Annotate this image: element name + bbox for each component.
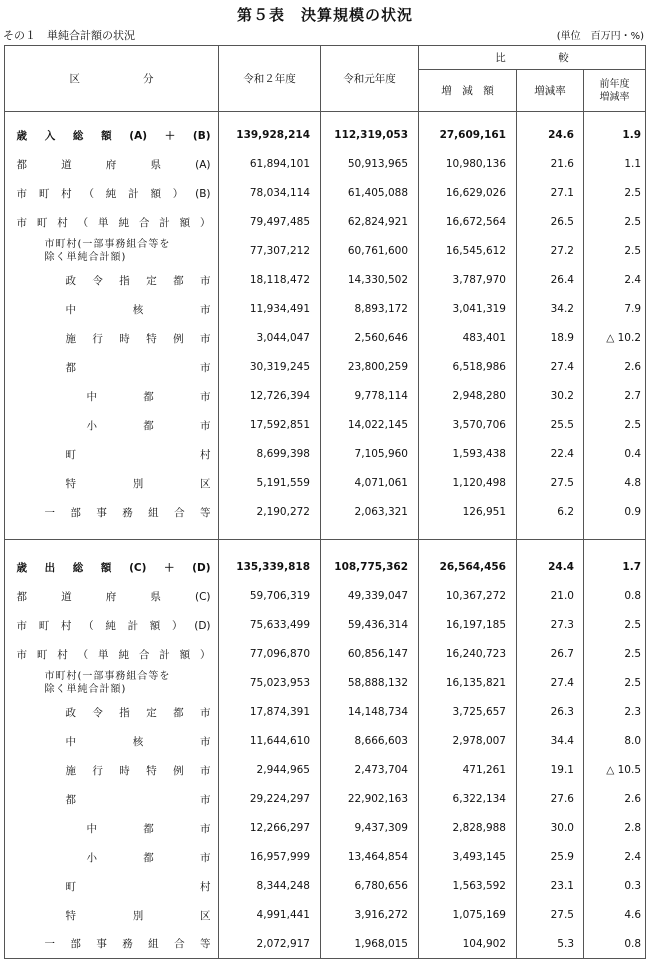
revenue-cell-r1: 23,800,259 — [321, 353, 419, 382]
expenditure-cell-r2: 77,096,870 — [219, 640, 321, 669]
expenditure-cell-diff: 16,135,821 — [419, 669, 517, 698]
expenditure-cell-r2: 29,224,297 — [219, 785, 321, 814]
separator-row — [5, 527, 646, 540]
revenue-cell-diff: 2,948,280 — [419, 382, 517, 411]
expenditure-cell-rate: 24.4 — [517, 553, 584, 582]
expenditure-cell-r1: 2,473,704 — [321, 756, 419, 785]
revenue-cell-prev: 0.4 — [584, 440, 646, 469]
revenue-cell-r1: 8,893,172 — [321, 295, 419, 324]
expenditure-cell-rate: 27.5 — [517, 901, 584, 930]
expenditure-cell-r1: 1,968,015 — [321, 930, 419, 959]
expenditure-row — [5, 872, 646, 901]
expenditure-row — [5, 814, 646, 843]
expenditure-row — [5, 611, 646, 640]
expenditure-cell-rate: 27.3 — [517, 611, 584, 640]
revenue-row — [5, 411, 646, 440]
revenue-cell-prev: 7.9 — [584, 295, 646, 324]
revenue-cell-r1: 62,824,921 — [321, 208, 419, 237]
separator-row — [5, 112, 646, 121]
expenditure-cell-r2: 8,344,248 — [219, 872, 321, 901]
expenditure-row — [5, 640, 646, 669]
revenue-cell-r1: 60,761,600 — [321, 237, 419, 266]
revenue-cell-r2: 30,319,245 — [219, 353, 321, 382]
revenue-cell-prev: 2.4 — [584, 266, 646, 295]
revenue-row — [5, 469, 646, 498]
expenditure-row-label: 政令指定都市 — [11, 698, 219, 727]
expenditure-cell-prev: 2.5 — [584, 669, 646, 698]
expenditure-cell-diff: 3,725,657 — [419, 698, 517, 727]
header-r1: 令和元年度 — [343, 73, 396, 85]
expenditure-cell-r1: 14,148,734 — [321, 698, 419, 727]
revenue-cell-r2: 78,034,114 — [219, 179, 321, 208]
revenue-cell-r1: 61,405,088 — [321, 179, 419, 208]
header-prev-rate: 前年度 増減率 — [599, 78, 630, 103]
revenue-cell-r1: 50,913,965 — [321, 150, 419, 179]
revenue-cell-rate: 34.2 — [517, 295, 584, 324]
header-category: 区 分 — [69, 73, 154, 85]
revenue-cell-r2: 77,307,212 — [219, 237, 321, 266]
expenditure-cell-prev: 2.8 — [584, 814, 646, 843]
revenue-row-label: 都 道 府 県 (A) — [11, 150, 219, 179]
revenue-cell-diff: 10,980,136 — [419, 150, 517, 179]
expenditure-cell-diff: 104,902 — [419, 930, 517, 959]
expenditure-cell-r1: 6,780,656 — [321, 872, 419, 901]
expenditure-cell-r1: 9,437,309 — [321, 814, 419, 843]
revenue-cell-rate: 27.2 — [517, 237, 584, 266]
revenue-cell-diff: 6,518,986 — [419, 353, 517, 382]
revenue-cell-diff: 483,401 — [419, 324, 517, 353]
expenditure-cell-r2: 16,957,999 — [219, 843, 321, 872]
revenue-cell-diff: 27,609,161 — [419, 121, 517, 150]
expenditure-cell-prev: 4.6 — [584, 901, 646, 930]
revenue-cell-r2: 18,118,472 — [219, 266, 321, 295]
expenditure-cell-r2: 2,072,917 — [219, 930, 321, 959]
expenditure-row-label: 一部事務組合等 — [11, 930, 219, 959]
revenue-cell-r2: 61,894,101 — [219, 150, 321, 179]
expenditure-cell-rate: 19.1 — [517, 756, 584, 785]
revenue-cell-r1: 9,778,114 — [321, 382, 419, 411]
expenditure-cell-r1: 60,856,147 — [321, 640, 419, 669]
revenue-row — [5, 150, 646, 179]
revenue-cell-prev: 1.9 — [584, 121, 646, 150]
expenditure-cell-prev: 0.3 — [584, 872, 646, 901]
revenue-cell-rate: 18.9 — [517, 324, 584, 353]
revenue-cell-r1: 14,022,145 — [321, 411, 419, 440]
revenue-cell-rate: 27.1 — [517, 179, 584, 208]
expenditure-cell-rate: 26.7 — [517, 640, 584, 669]
revenue-cell-rate: 22.4 — [517, 440, 584, 469]
expenditure-cell-r1: 3,916,272 — [321, 901, 419, 930]
expenditure-cell-r2: 135,339,818 — [219, 553, 321, 582]
revenue-cell-r2: 12,726,394 — [219, 382, 321, 411]
revenue-cell-prev: △ 10.2 — [584, 324, 646, 353]
separator-row — [5, 540, 646, 553]
page-title: 第５表 決算規模の状況 — [236, 6, 413, 24]
revenue-cell-prev: 2.5 — [584, 208, 646, 237]
expenditure-cell-prev: 2.6 — [584, 785, 646, 814]
expenditure-row — [5, 756, 646, 785]
revenue-cell-diff: 3,787,970 — [419, 266, 517, 295]
revenue-row — [5, 440, 646, 469]
revenue-cell-prev: 1.1 — [584, 150, 646, 179]
revenue-cell-diff: 1,120,498 — [419, 469, 517, 498]
expenditure-cell-prev: 2.4 — [584, 843, 646, 872]
revenue-cell-prev: 2.6 — [584, 353, 646, 382]
expenditure-row-label: 中 都 市 — [11, 814, 219, 843]
revenue-row-label: 施行時特例市 — [11, 324, 219, 353]
header-rate: 増減率 — [534, 85, 566, 97]
revenue-row — [5, 179, 646, 208]
revenue-cell-r2: 139,928,214 — [219, 121, 321, 150]
expenditure-cell-diff: 3,493,145 — [419, 843, 517, 872]
expenditure-cell-diff: 10,367,272 — [419, 582, 517, 611]
revenue-row — [5, 208, 646, 237]
expenditure-cell-rate: 26.3 — [517, 698, 584, 727]
expenditure-cell-r2: 75,633,499 — [219, 611, 321, 640]
revenue-row-label: 政令指定都市 — [11, 266, 219, 295]
header-diff: 増 減 額 — [441, 85, 494, 97]
expenditure-cell-prev: 2.3 — [584, 698, 646, 727]
revenue-row-label: 特 別 区 — [11, 469, 219, 498]
revenue-row-label: 歳 入 総 額 (A) ＋ (B) — [11, 121, 219, 150]
revenue-cell-rate: 25.5 — [517, 411, 584, 440]
revenue-cell-rate: 30.2 — [517, 382, 584, 411]
revenue-cell-r2: 11,934,491 — [219, 295, 321, 324]
revenue-cell-prev: 2.5 — [584, 237, 646, 266]
revenue-cell-rate: 26.4 — [517, 266, 584, 295]
expenditure-cell-prev: 2.5 — [584, 611, 646, 640]
revenue-row — [5, 237, 646, 266]
unit-note: (単位 百万円・%) — [556, 31, 644, 42]
expenditure-row — [5, 727, 646, 756]
expenditure-cell-r2: 2,944,965 — [219, 756, 321, 785]
expenditure-cell-diff: 16,197,185 — [419, 611, 517, 640]
expenditure-row — [5, 582, 646, 611]
revenue-cell-r2: 3,044,047 — [219, 324, 321, 353]
revenue-cell-rate: 27.5 — [517, 469, 584, 498]
revenue-row — [5, 121, 646, 150]
expenditure-row-label: 施行時特例市 — [11, 756, 219, 785]
expenditure-cell-rate: 21.0 — [517, 582, 584, 611]
expenditure-cell-r2: 17,874,391 — [219, 698, 321, 727]
revenue-row-label: 市町村(一部事務組合等を 除く単純合計額) — [11, 237, 219, 266]
revenue-row — [5, 324, 646, 353]
expenditure-cell-diff: 2,978,007 — [419, 727, 517, 756]
expenditure-row-label: 歳 出 総 額 (C) ＋ (D) — [11, 553, 219, 582]
expenditure-cell-rate: 25.9 — [517, 843, 584, 872]
expenditure-row — [5, 930, 646, 959]
revenue-cell-prev: 2.5 — [584, 411, 646, 440]
expenditure-row-label: 市町村（単純合計額） — [11, 640, 219, 669]
revenue-cell-r2: 8,699,398 — [219, 440, 321, 469]
expenditure-cell-r1: 58,888,132 — [321, 669, 419, 698]
expenditure-cell-r2: 59,706,319 — [219, 582, 321, 611]
expenditure-cell-prev: 1.7 — [584, 553, 646, 582]
expenditure-cell-diff: 26,564,456 — [419, 553, 517, 582]
expenditure-cell-rate: 30.0 — [517, 814, 584, 843]
header-r2: 令和２年度 — [243, 73, 296, 85]
revenue-row-label: 小 都 市 — [11, 411, 219, 440]
expenditure-row — [5, 901, 646, 930]
revenue-cell-r1: 7,105,960 — [321, 440, 419, 469]
expenditure-cell-r2: 12,266,297 — [219, 814, 321, 843]
revenue-cell-prev: 2.7 — [584, 382, 646, 411]
revenue-row — [5, 498, 646, 527]
expenditure-cell-r1: 49,339,047 — [321, 582, 419, 611]
revenue-cell-prev: 0.9 — [584, 498, 646, 527]
expenditure-cell-prev: 2.5 — [584, 640, 646, 669]
revenue-cell-r1: 4,071,061 — [321, 469, 419, 498]
expenditure-row-label: 市町村（純計額）(D) — [11, 611, 219, 640]
revenue-cell-r2: 5,191,559 — [219, 469, 321, 498]
header-comparison: 比 較 — [495, 52, 569, 64]
revenue-cell-r2: 17,592,851 — [219, 411, 321, 440]
expenditure-row-label: 小 都 市 — [11, 843, 219, 872]
expenditure-row-label: 都 市 — [11, 785, 219, 814]
expenditure-row — [5, 553, 646, 582]
revenue-row — [5, 295, 646, 324]
revenue-cell-diff: 16,545,612 — [419, 237, 517, 266]
expenditure-cell-prev: 0.8 — [584, 930, 646, 959]
expenditure-row-label: 中 核 市 — [11, 727, 219, 756]
revenue-cell-rate: 24.6 — [517, 121, 584, 150]
expenditure-cell-r2: 75,023,953 — [219, 669, 321, 698]
expenditure-cell-r1: 108,775,362 — [321, 553, 419, 582]
revenue-cell-r2: 2,190,272 — [219, 498, 321, 527]
revenue-cell-r1: 2,063,321 — [321, 498, 419, 527]
revenue-row-label: 都 市 — [11, 353, 219, 382]
revenue-row-label: 市町村（単純合計額） — [11, 208, 219, 237]
expenditure-cell-diff: 471,261 — [419, 756, 517, 785]
revenue-row — [5, 382, 646, 411]
revenue-cell-r1: 14,330,502 — [321, 266, 419, 295]
expenditure-cell-diff: 2,828,988 — [419, 814, 517, 843]
expenditure-cell-diff: 1,075,169 — [419, 901, 517, 930]
revenue-row-label: 市町村（純計額）(B) — [11, 179, 219, 208]
revenue-cell-diff: 16,629,026 — [419, 179, 517, 208]
revenue-row-label: 中 都 市 — [11, 382, 219, 411]
expenditure-cell-rate: 5.3 — [517, 930, 584, 959]
expenditure-row — [5, 785, 646, 814]
budget-scale-table — [4, 45, 646, 959]
expenditure-cell-diff: 6,322,134 — [419, 785, 517, 814]
expenditure-cell-prev: 0.8 — [584, 582, 646, 611]
revenue-cell-prev: 4.8 — [584, 469, 646, 498]
expenditure-cell-prev: △ 10.5 — [584, 756, 646, 785]
revenue-cell-rate: 21.6 — [517, 150, 584, 179]
expenditure-cell-diff: 1,563,592 — [419, 872, 517, 901]
expenditure-row-label: 都 道 府 県 (C) — [11, 582, 219, 611]
revenue-cell-diff: 126,951 — [419, 498, 517, 527]
expenditure-row-label: 市町村(一部事務組合等を 除く単純合計額) — [11, 669, 219, 698]
expenditure-cell-r2: 4,991,441 — [219, 901, 321, 930]
expenditure-cell-rate: 27.6 — [517, 785, 584, 814]
revenue-cell-diff: 16,672,564 — [419, 208, 517, 237]
expenditure-cell-r1: 59,436,314 — [321, 611, 419, 640]
expenditure-cell-r2: 11,644,610 — [219, 727, 321, 756]
expenditure-cell-rate: 23.1 — [517, 872, 584, 901]
revenue-row-label: 中 核 市 — [11, 295, 219, 324]
revenue-cell-prev: 2.5 — [584, 179, 646, 208]
revenue-cell-diff: 1,593,438 — [419, 440, 517, 469]
revenue-cell-r1: 2,560,646 — [321, 324, 419, 353]
expenditure-cell-r1: 13,464,854 — [321, 843, 419, 872]
revenue-cell-rate: 6.2 — [517, 498, 584, 527]
expenditure-row — [5, 669, 646, 698]
revenue-row-label: 町 村 — [11, 440, 219, 469]
expenditure-row — [5, 698, 646, 727]
table-subtitle: その１ 単純合計額の状況 — [3, 29, 135, 42]
expenditure-row-label: 町 村 — [11, 872, 219, 901]
revenue-cell-rate: 26.5 — [517, 208, 584, 237]
revenue-row — [5, 266, 646, 295]
expenditure-cell-prev: 8.0 — [584, 727, 646, 756]
revenue-cell-r1: 112,319,053 — [321, 121, 419, 150]
expenditure-cell-rate: 34.4 — [517, 727, 584, 756]
revenue-cell-diff: 3,041,319 — [419, 295, 517, 324]
expenditure-cell-rate: 27.4 — [517, 669, 584, 698]
expenditure-cell-diff: 16,240,723 — [419, 640, 517, 669]
revenue-row-label: 一部事務組合等 — [11, 498, 219, 527]
revenue-cell-diff: 3,570,706 — [419, 411, 517, 440]
revenue-cell-rate: 27.4 — [517, 353, 584, 382]
expenditure-cell-r1: 22,902,163 — [321, 785, 419, 814]
revenue-cell-r2: 79,497,485 — [219, 208, 321, 237]
expenditure-row — [5, 843, 646, 872]
expenditure-cell-r1: 8,666,603 — [321, 727, 419, 756]
revenue-row — [5, 353, 646, 382]
expenditure-row-label: 特 別 区 — [11, 901, 219, 930]
